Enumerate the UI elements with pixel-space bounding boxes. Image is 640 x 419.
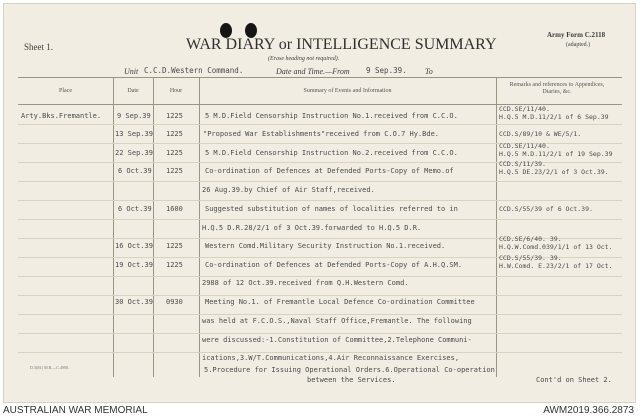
footer-bar	[0, 403, 640, 419]
summary-cell: 5 M.D.Field Censorship Instruction No.1.received from C.C.O.	[205, 112, 458, 120]
remarks-cell: H.Q.5 M.D.11/2/1 of 6 Sep.39	[499, 113, 609, 121]
row-rule	[18, 219, 622, 220]
column-header-date: Date	[127, 88, 139, 94]
remarks-cell: H.W.Comd. E.23/2/1 of 17 Oct.	[499, 262, 613, 270]
form-note: (adapted.)	[566, 42, 591, 48]
remarks-cell: CCD.SE/11/40.	[499, 105, 550, 113]
sheet-number: Sheet 1.	[24, 42, 53, 52]
date-cell: 22 Sep.39	[115, 149, 153, 157]
summary-cell: "Proposed War Establishments"received from C.O.7 Hy.Bde.	[203, 130, 440, 138]
column-divider-date	[113, 77, 114, 377]
date-time-label: Date and Time.—From	[276, 67, 350, 76]
to-label: To	[425, 67, 433, 76]
column-divider-summary	[199, 77, 200, 377]
row-rule	[18, 200, 622, 201]
summary-cell: H.Q.5 D.R.28/2/1 of 3 Oct.39.forwarded to H.Q.5 D.R.	[202, 224, 422, 232]
hour-cell: 1225	[166, 167, 183, 175]
date-cell: 6 Oct.39	[118, 205, 152, 213]
date-cell: 30 Oct.39	[115, 298, 153, 306]
date-cell: 16 Oct.39	[115, 242, 153, 250]
date-cell: 19 Oct.39	[115, 261, 153, 269]
remarks-cell: CCD.S/55/39 of 6 Oct.39.	[499, 205, 593, 213]
hour-cell: 0930	[166, 298, 183, 306]
table-top-rule	[18, 77, 622, 78]
summary-cell: 2988 of 12 Oct.39.received from Q.H.Western Comd.	[202, 279, 409, 287]
continued-note: Cont'd on Sheet 2.	[536, 376, 612, 384]
continuation-line: between the Services.	[307, 376, 396, 384]
remarks-cell: CCD.S/89/10 & WE/5/1.	[499, 130, 582, 138]
column-header-place: Place	[59, 88, 72, 94]
unit-label: Unit	[124, 67, 139, 76]
page-title: WAR DIARY or INTELLIGENCE SUMMARY	[186, 36, 497, 53]
summary-cell: ications,3.W/T.Communications,4.Air Reconnaissance Exercises,	[202, 354, 460, 362]
date-cell: 6 Oct.39	[118, 167, 152, 175]
remarks-cell: H.Q.5 DE.23/2/1 of 3 Oct.39.	[499, 168, 609, 176]
remarks-cell: H.Q.5 M.D.11/2/1 of 19 Sep.39	[499, 150, 613, 158]
summary-cell: Meeting No.1. of Fremantle Local Defence Co-ordination Committee	[205, 298, 475, 306]
hour-cell: 1225	[166, 261, 183, 269]
row-rule	[18, 124, 622, 125]
remarks-cell: CCD.S/55/39. 39.	[499, 254, 562, 262]
form-number: Army Form C.2118	[547, 31, 606, 39]
row-rule	[18, 295, 622, 296]
summary-cell: 5 M.D.Field Censorship Instruction No.2.received from C.C.O.	[205, 149, 458, 157]
summary-cell: 26 Aug.39.by Chief of Air Staff,received.	[202, 186, 375, 194]
row-rule	[18, 314, 622, 315]
summary-cell: Co-ordination of Defences at Defended Ports-Copy of A.H.Q.SM.	[205, 261, 463, 269]
column-header-hour: Hour	[169, 88, 183, 94]
row-rule	[18, 181, 622, 182]
footer-accession-number: AWM2019.366.2873	[543, 405, 634, 416]
remarks-cell: CCD.SE/11/40.	[499, 142, 550, 150]
column-divider-remarks	[496, 77, 497, 377]
remarks-cell: CCD.S/11/39.	[499, 160, 546, 168]
column-header-summary: Summary of Events and Information	[303, 88, 392, 94]
column-header-remarks: Remarks and references to Appendices, Diaries, &c.	[509, 82, 605, 96]
summary-cell: was held at F.C.O.S.,Naval Staff Office,Fremantle. The following	[202, 317, 472, 325]
date-cell: 13 Sep.39	[115, 130, 153, 138]
footer-institution: AUSTRALIAN WAR MEMORIAL	[3, 405, 148, 416]
continuation-line: 5.Procedure for Issuing Operational Orders.6.Operational Co-operation	[204, 366, 495, 374]
row-rule	[18, 333, 622, 334]
remarks-cell: CCD.SE/6/40. 39.	[499, 235, 562, 243]
place-cell: Arty.Bks.Fremantle.	[21, 112, 102, 120]
summary-cell: Western Comd.Military Security Instruction No.1.received.	[205, 242, 446, 250]
hour-cell: 1600	[166, 205, 183, 213]
page-subtitle: (Erase heading not required).	[268, 56, 340, 62]
summary-cell: Suggested substitution of names of localities referred to in	[205, 205, 458, 213]
row-rule	[18, 352, 622, 353]
row-rule	[18, 276, 622, 277]
date-cell: 9 Sep.39	[117, 112, 151, 120]
hour-cell: 1225	[166, 149, 183, 157]
remarks-cell: H.Q.W.Comd.039/1/1 of 13 Oct.	[499, 243, 613, 251]
hour-cell: 1225	[166, 112, 183, 120]
hour-cell: 1225	[166, 242, 183, 250]
from-date-value: 9 Sep.39.	[366, 66, 407, 75]
summary-cell: Co-ordination of Defences at Defended Ports-Copy of Memo.of	[205, 167, 454, 175]
unit-value: C.C.D.Western Command.	[144, 66, 244, 75]
summary-cell: were discussed:-1.Constitution of Committee,2.Telephone Communi-	[202, 336, 472, 344]
hour-cell: 1225	[166, 130, 183, 138]
column-divider-hour	[153, 77, 154, 377]
print-code: D.3(M.) M.B.—C.4900.	[30, 365, 70, 370]
